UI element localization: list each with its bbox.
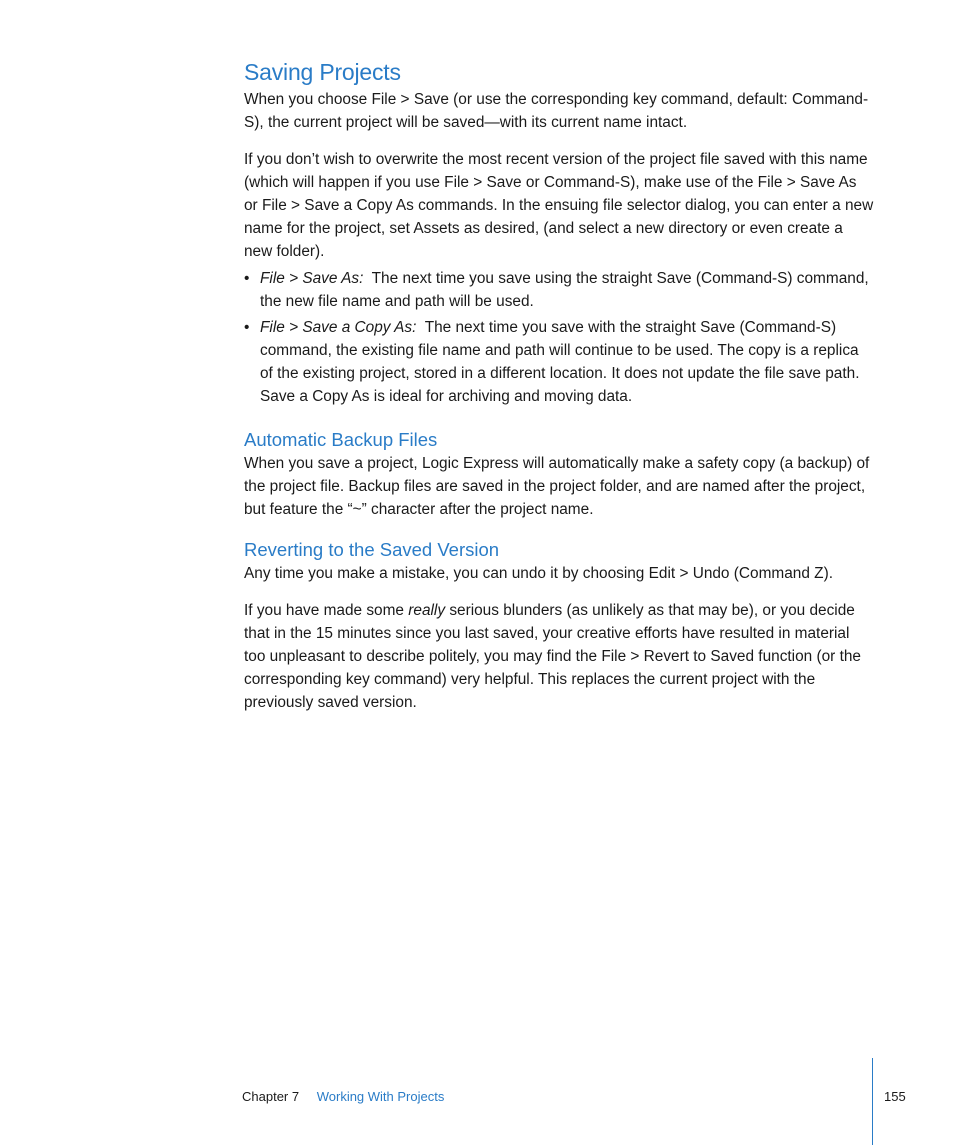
subheading-automatic-backup-files: Automatic Backup Files bbox=[244, 429, 438, 450]
paragraph-save: When you choose File > Save (or use the corresponding key command, default: Command-S), the current project will be saved—with its current name intact. bbox=[244, 91, 869, 131]
list-item bbox=[244, 316, 874, 408]
paragraph-revert-end: serious blunders (as unlikely as that may be), or you decide that in the 15 minutes since you last saved, your creative efforts have resulted in material too unpleasant to describe politely, you may find the File > Revert to Saved function (or the corresponding key command) very helpful. This replaces the current project with the previously saved version. bbox=[244, 602, 861, 711]
bullet-term: File > Save a Copy As: bbox=[260, 319, 417, 336]
bullet-list bbox=[244, 267, 874, 408]
bullet-marker: • bbox=[244, 319, 250, 336]
footer-divider bbox=[872, 1058, 873, 1145]
bullet-marker: • bbox=[244, 270, 250, 287]
paragraph-undo: Any time you make a mistake, you can undo it by choosing Edit > Undo (Command Z). bbox=[244, 565, 833, 582]
emphasis-really: really bbox=[408, 602, 446, 619]
section-heading-saving-projects: Saving Projects bbox=[244, 59, 401, 85]
list-item bbox=[244, 267, 874, 313]
footer-chapter-title: Working With Projects bbox=[316, 1089, 445, 1104]
page-footer bbox=[242, 1088, 444, 1106]
bullet-text: The next time you save with the straight Save (Command-S) command, the existing file name and path will continue to be used. The copy is a replica of the existing project, stored in a different location. It does not update the file save path. Save a Copy As is ideal for archiving and moving data. bbox=[260, 319, 860, 405]
paragraph-backup: When you save a project, Logic Express will automatically make a safety copy (a backup) of the project file. Backup files are saved in the project folder, and are named after the project, but feature the “~” character after the project name. bbox=[244, 455, 870, 518]
page-number: 155 bbox=[884, 1089, 906, 1104]
bullet-text: The next time you save using the straight Save (Command-S) command, the new file name and path will be used. bbox=[260, 270, 869, 310]
page-content bbox=[244, 58, 874, 714]
footer-chapter-number: Chapter 7 bbox=[242, 1089, 300, 1104]
paragraph-revert bbox=[244, 599, 874, 714]
paragraph-save-as: If you don’t wish to overwrite the most recent version of the project file saved with this name (which will happen if you use File > Save or Command-S), make use of the File > Save As or File > Save a Copy As commands. In the ensuing file selector dialog, you can enter a new name for the project, set Assets as desired, (and select a new directory or even create a new folder). bbox=[244, 151, 874, 260]
subheading-reverting-to-saved-version: Reverting to the Saved Version bbox=[244, 539, 500, 560]
bullet-term: File > Save As: bbox=[260, 270, 364, 287]
paragraph-revert-start: If you have made some bbox=[244, 602, 409, 619]
